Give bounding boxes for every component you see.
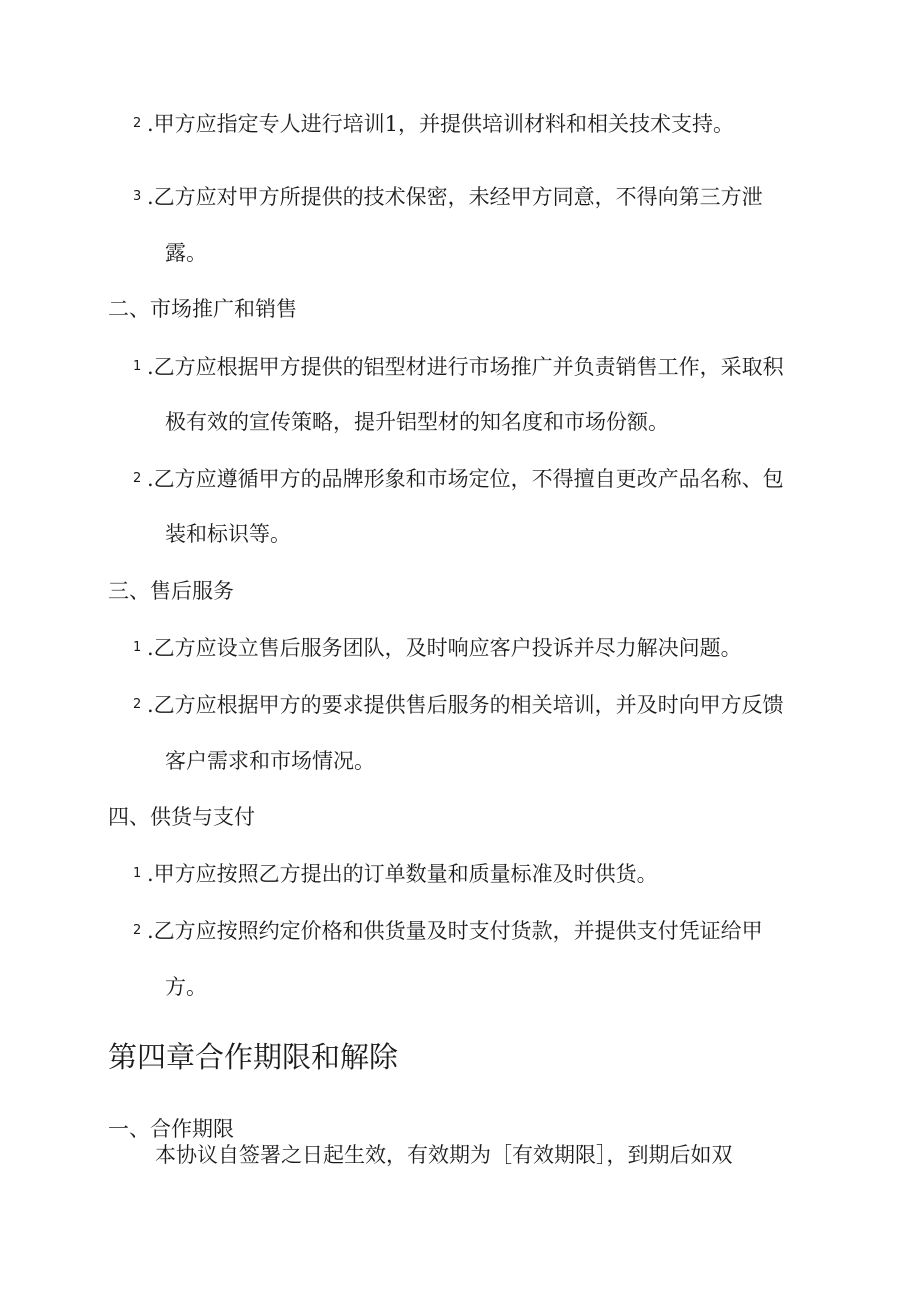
- item-text: .乙方应根据甲方的要求提供售后服务的相关培训，并及时向甲方反馈: [147, 693, 784, 717]
- subsection-heading: 一、合作期限: [108, 1117, 234, 1141]
- item-number: 1: [133, 640, 142, 655]
- chapter-title: 第四章合作期限和解除: [108, 1040, 399, 1074]
- item-number: 3: [133, 189, 142, 204]
- item-text-continuation: 方。: [165, 975, 207, 999]
- item-text: .乙方应遵循甲方的品牌形象和市场定位，不得擅自更改产品名称、包: [147, 467, 784, 491]
- item-number: 2: [133, 697, 142, 712]
- item-text: .乙方应按照约定价格和供货量及时支付货款，并提供支付凭证给甲: [147, 919, 763, 943]
- item-text: .甲方应指定专人进行培训1，并提供培训材料和相关技术支持。: [147, 112, 735, 136]
- item-text: .乙方应对甲方所提供的技术保密，未经甲方同意，不得向第三方泄: [147, 185, 763, 209]
- item-text-continuation: 露。: [165, 241, 207, 265]
- item-text: .乙方应根据甲方提供的铝型材进行市场推广并负责销售工作，采取积: [147, 355, 784, 379]
- item-text-continuation: 极有效的宣传策略，提升铝型材的知名度和市场份额。: [165, 410, 669, 434]
- section-heading: 四、供货与支付: [108, 805, 255, 829]
- item-number: 1: [133, 359, 142, 374]
- section-heading: 二、市场推广和销售: [108, 297, 297, 321]
- item-text: .乙方应设立售后服务团队，及时响应客户投诉并尽力解决问题。: [147, 636, 742, 660]
- body-paragraph: 本协议自签署之日起生效，有效期为［有效期限］，到期后如双: [155, 1143, 733, 1167]
- item-text: .甲方应按照乙方提出的订单数量和质量标准及时供货。: [147, 862, 658, 886]
- item-number: 1: [133, 866, 142, 881]
- section-heading: 三、售后服务: [108, 579, 234, 603]
- item-number: 2: [133, 471, 142, 486]
- item-text-continuation: 客户需求和市场情况。: [165, 749, 375, 773]
- item-number: 2: [133, 923, 142, 938]
- item-number: 2: [133, 116, 142, 131]
- item-text-continuation: 装和标识等。: [165, 522, 291, 546]
